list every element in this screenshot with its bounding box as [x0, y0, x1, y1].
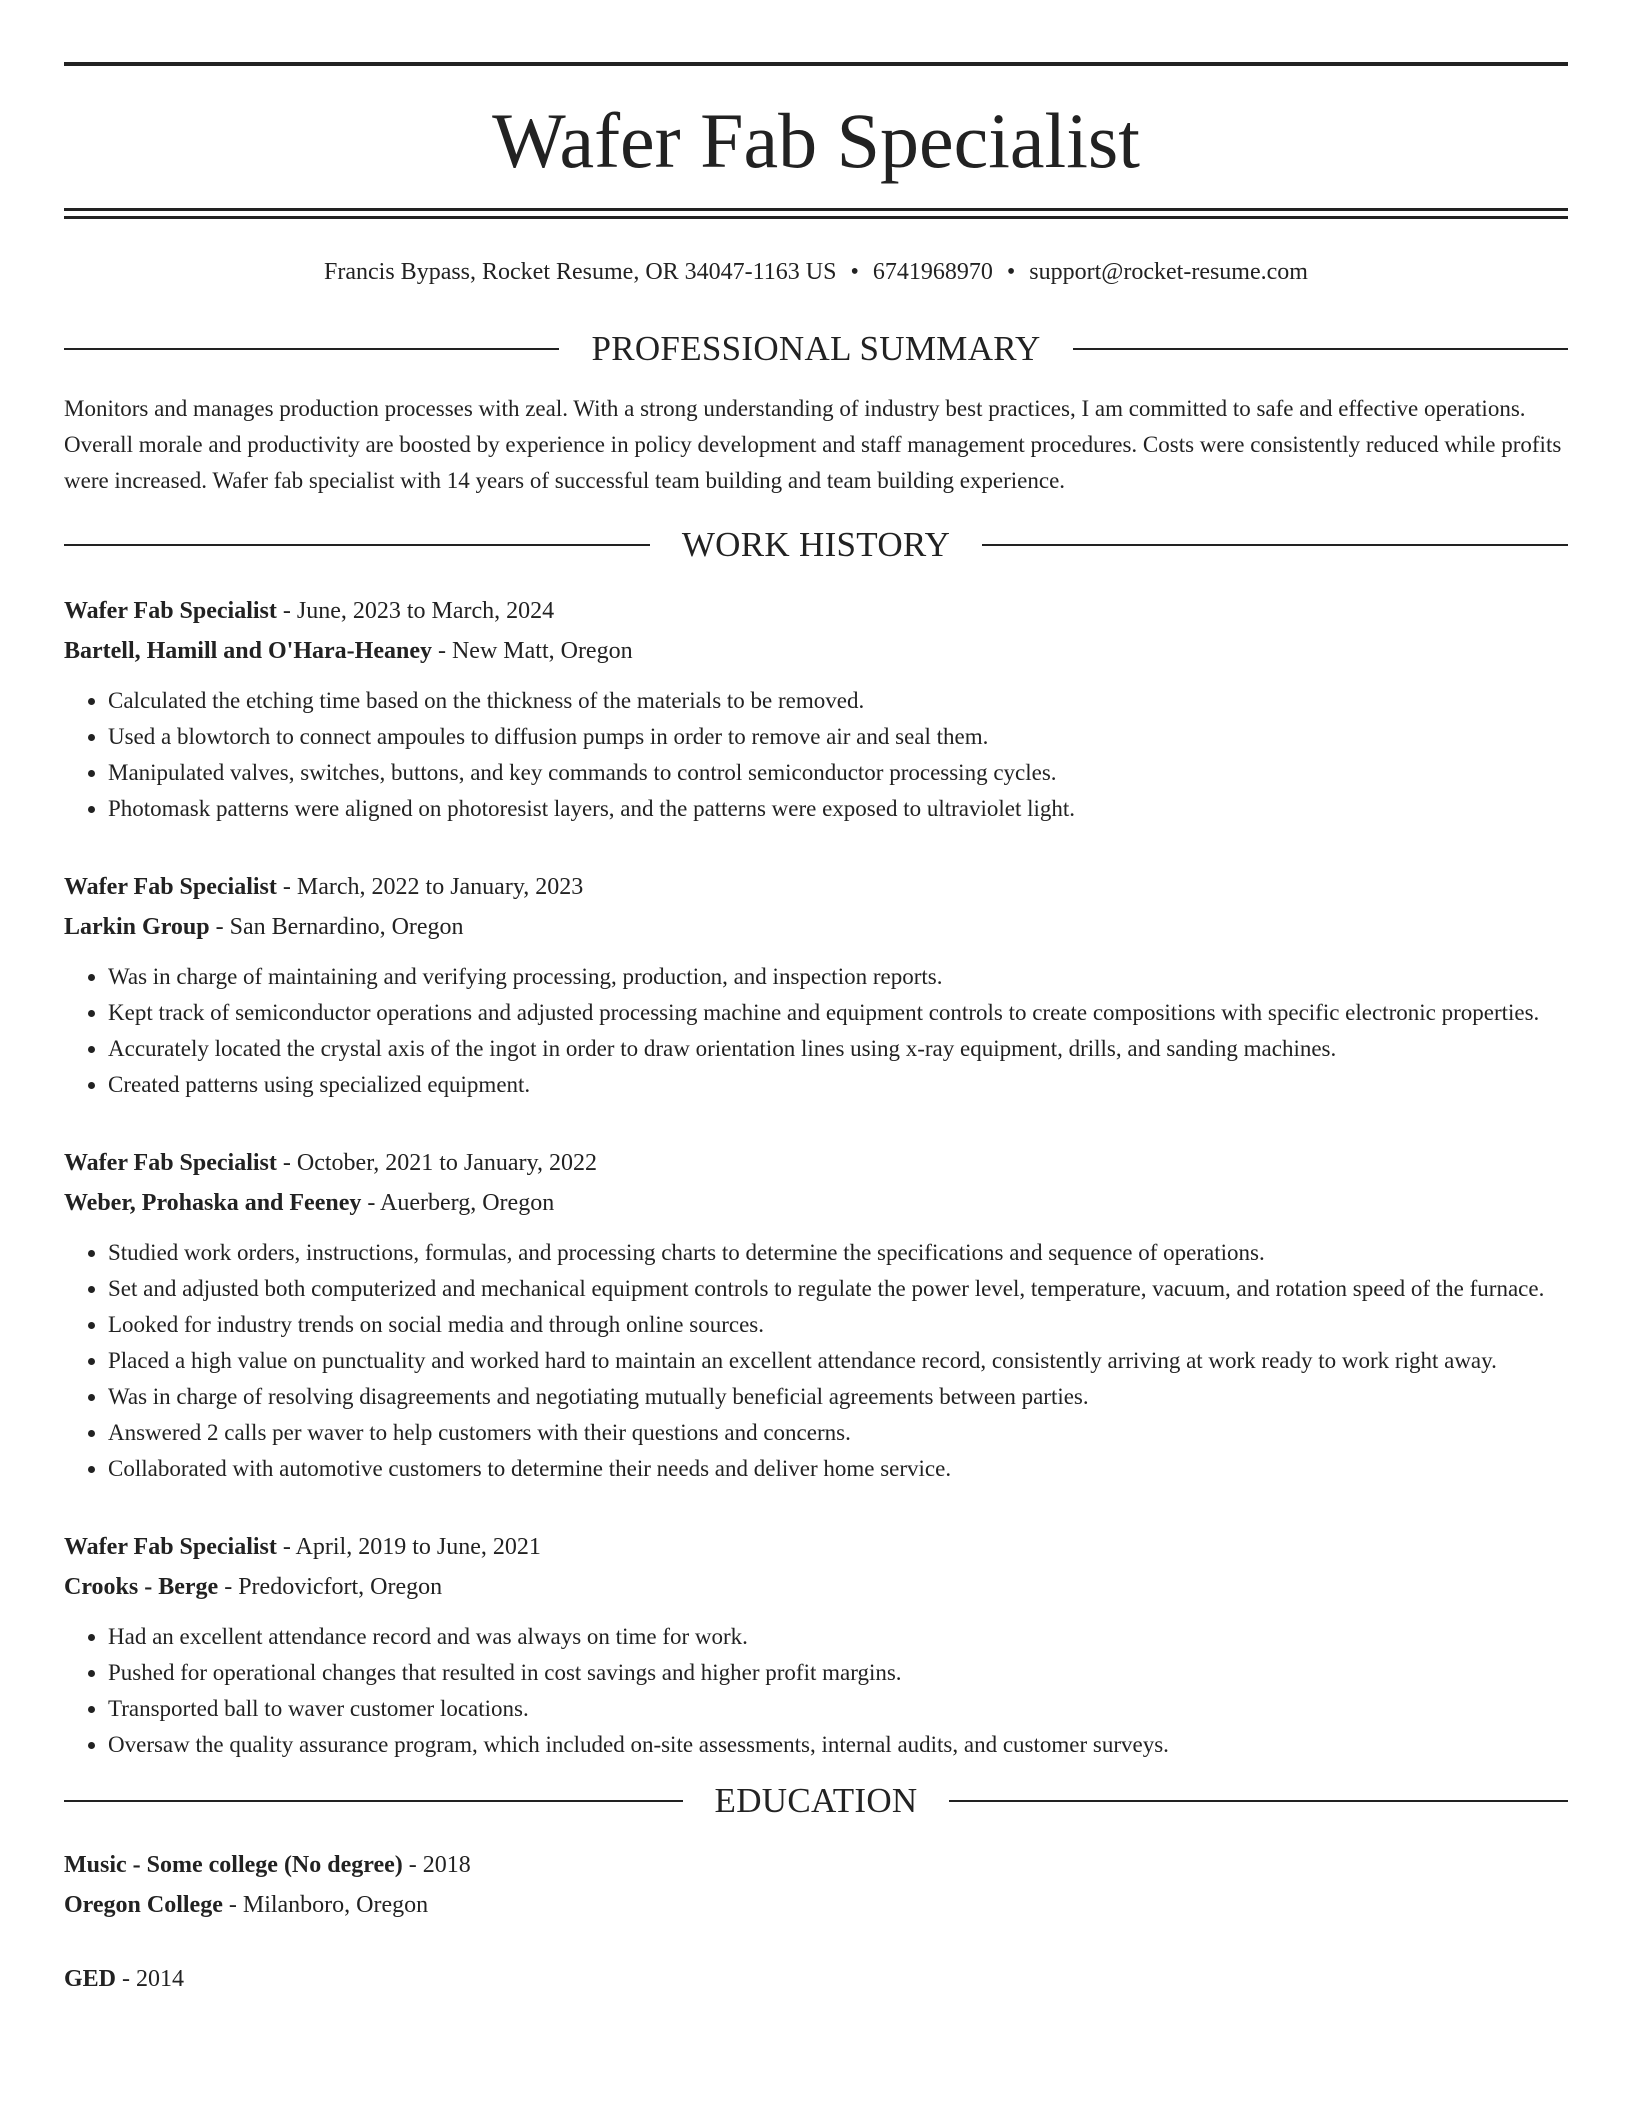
education-entry — [64, 1959, 1568, 1999]
education-degree: GED — [64, 1966, 117, 1992]
education-year: - 2014 — [116, 1966, 185, 1992]
section-title: PROFESSIONAL SUMMARY — [591, 329, 1041, 368]
list-item: • Accurately located the crystal axis of the ingot in order to draw orientation lines using x-ray equipment, drills, and sanding machines. — [108, 1031, 1568, 1067]
job-location: - New Matt, Oregon — [431, 638, 633, 664]
list-item: • Set and adjusted both computerized and mechanical equipment controls to regulate the power level, temperature, vacuum, and rotation speed of the furnace. — [108, 1271, 1568, 1307]
job-bullets — [64, 1235, 1568, 1487]
job-location: - Auerberg, Oregon — [361, 1190, 555, 1216]
education-school: Oregon College — [64, 1892, 223, 1918]
education-degree-line — [64, 1959, 1568, 1999]
job-title: Wafer Fab Specialist — [64, 1534, 277, 1560]
list-item: • Pushed for operational changes that resulted in cost savings and higher profit margins. — [108, 1655, 1568, 1691]
work-history-list — [64, 591, 1568, 1763]
page-title: Wafer Fab Specialist — [492, 97, 1140, 184]
section-rule-right — [982, 544, 1568, 546]
list-item: • Transported ball to waver customer locations. — [108, 1691, 1568, 1727]
job-entry — [64, 867, 1568, 1103]
contact-line — [64, 257, 1568, 287]
education-school-line — [64, 1885, 1568, 1925]
job-title-line — [64, 867, 1568, 907]
job-dates: - October, 2021 to January, 2022 — [276, 1150, 597, 1176]
job-dates: - June, 2023 to March, 2024 — [276, 598, 555, 624]
list-item: • Used a blowtorch to connect ampoules to diffusion pumps in order to remove air and seal them. — [108, 719, 1568, 755]
education-list — [64, 1845, 1568, 1999]
education-degree-line — [64, 1845, 1568, 1885]
list-item: • Oversaw the quality assurance program, which included on-site assessments, internal audits, and customer surveys. — [108, 1727, 1568, 1763]
section-title: WORK HISTORY — [681, 525, 951, 564]
job-company: Weber, Prohaska and Feeney — [64, 1190, 362, 1216]
list-item: • Placed a high value on punctuality and worked hard to maintain an excellent attendance record, consistently arriving at work ready to work right away. — [108, 1343, 1568, 1379]
job-bullets — [64, 959, 1568, 1103]
summary-text: Monitors and manages production processes with zeal. With a strong understanding of industry best practices, I am committed to safe and effective operations. Overall morale and productivity are boosted by experience in policy development and staff management procedures. Costs were consistently reduced while profits were increased. Wafer fab specialist with 14 years of successful team building and team building experience. — [64, 396, 1562, 493]
job-company-line — [64, 1183, 1568, 1223]
title-double-rule — [64, 208, 1568, 219]
job-entry — [64, 591, 1568, 827]
contact-separator: • — [850, 259, 859, 285]
job-entry — [64, 1143, 1568, 1487]
section-rule-right — [949, 1800, 1568, 1802]
list-item: • Studied work orders, instructions, formulas, and processing charts to determine the specifications and sequence of operations. — [108, 1235, 1568, 1271]
job-company: Bartell, Hamill and O'Hara-Heaney — [64, 638, 432, 664]
job-title-line — [64, 591, 1568, 631]
job-company-line — [64, 1567, 1568, 1607]
education-entry — [64, 1845, 1568, 1925]
section-rule-right — [1073, 348, 1568, 350]
job-dates: - March, 2022 to January, 2023 — [276, 874, 584, 900]
job-bullets — [64, 683, 1568, 827]
list-item: • Answered 2 calls per waver to help customers with their questions and concerns. — [108, 1415, 1568, 1451]
section-rule-left — [64, 544, 650, 546]
list-item: • Looked for industry trends on social media and through online sources. — [108, 1307, 1568, 1343]
contact-address: Francis Bypass, Rocket Resume, OR 34047-1163 US — [324, 259, 837, 285]
list-item: • Had an excellent attendance record and was always on time for work. — [108, 1619, 1568, 1655]
list-item: • Was in charge of maintaining and verifying processing, production, and inspection reports. — [108, 959, 1568, 995]
list-item: • Manipulated valves, switches, buttons, and key commands to control semiconductor processing cycles. — [108, 755, 1568, 791]
job-company-line — [64, 907, 1568, 947]
section-rule-left — [64, 348, 559, 350]
job-entry — [64, 1527, 1568, 1763]
job-title: Wafer Fab Specialist — [64, 874, 277, 900]
list-item: • Kept track of semiconductor operations and adjusted processing machine and equipment controls to create compositions with specific electronic properties. — [108, 995, 1568, 1031]
job-title-line — [64, 1527, 1568, 1567]
job-title: Wafer Fab Specialist — [64, 598, 277, 624]
list-item: • Was in charge of resolving disagreements and negotiating mutually beneficial agreements between parties. — [108, 1379, 1568, 1415]
education-location: - Milanboro, Oregon — [222, 1892, 429, 1918]
list-item: • Photomask patterns were aligned on photoresist layers, and the patterns were exposed to ultraviolet light. — [108, 791, 1568, 827]
job-company: Larkin Group — [64, 914, 210, 940]
job-location: - San Bernardino, Oregon — [209, 914, 464, 940]
job-dates: - April, 2019 to June, 2021 — [276, 1534, 541, 1560]
education-degree: Music - Some college (No degree) — [64, 1852, 403, 1878]
section-header-education — [64, 1781, 1568, 1821]
section-header-work — [64, 525, 1568, 565]
job-title-line — [64, 1143, 1568, 1183]
job-company-line — [64, 631, 1568, 671]
list-item: • Collaborated with automotive customers to determine their needs and deliver home service. — [108, 1451, 1568, 1487]
list-item: • Created patterns using specialized equipment. — [108, 1067, 1568, 1103]
job-bullets — [64, 1619, 1568, 1763]
job-company: Crooks - Berge — [64, 1574, 219, 1600]
job-location: - Predovicfort, Oregon — [218, 1574, 443, 1600]
contact-separator: • — [1006, 259, 1016, 285]
job-title: Wafer Fab Specialist — [64, 1150, 277, 1176]
education-year: - 2018 — [402, 1852, 471, 1878]
list-item: • Calculated the etching time based on the thickness of the materials to be removed. — [108, 683, 1568, 719]
section-rule-left — [64, 1800, 683, 1802]
contact-phone: 6741968970 — [872, 259, 993, 285]
section-title: EDUCATION — [714, 1781, 918, 1820]
contact-email: support@rocket-resume.com — [1029, 259, 1308, 285]
section-header-summary — [64, 329, 1568, 369]
